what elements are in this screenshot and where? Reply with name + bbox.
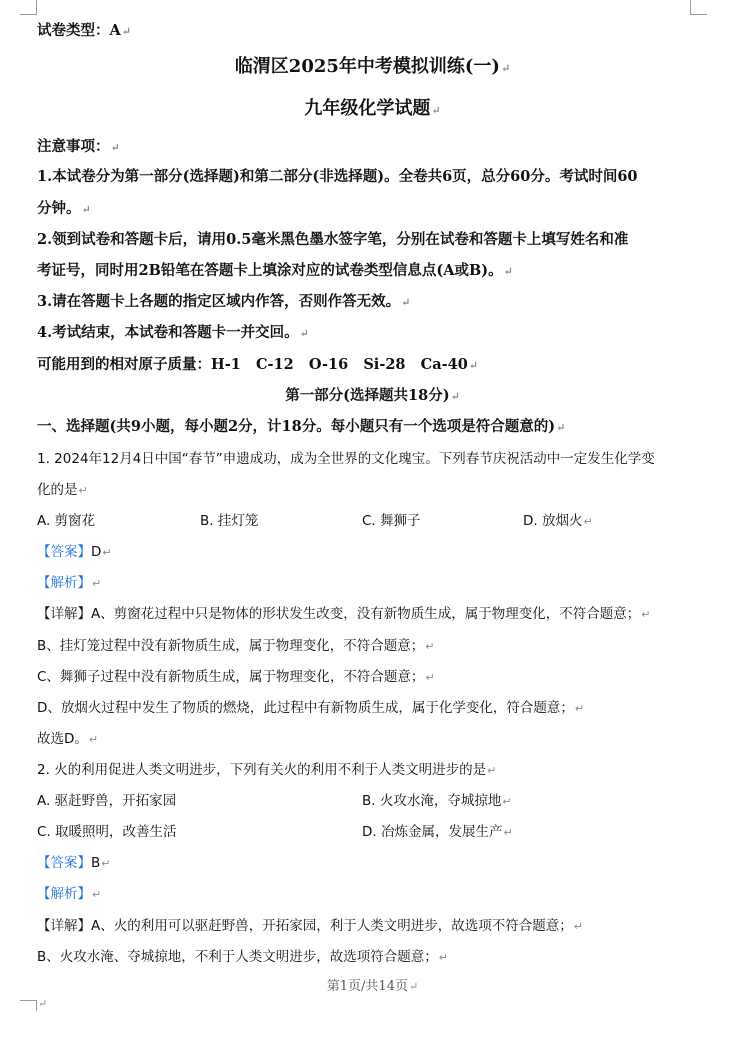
- q1-answer: 【答案】D↵: [37, 544, 112, 560]
- q1-stem-cont: 化的是↵: [37, 482, 88, 498]
- atomic-mass-line: 可能用到的相对原子质量：H-1 C-12 O-16 Si-28 Ca-40↵: [37, 356, 479, 373]
- q2-stem: 2. 火的利用促进人类文明进步，下列有关火的利用不利于人类文明进步的是↵: [37, 762, 497, 778]
- q2-option-c: C. 取暖照明，改善生活: [37, 824, 177, 840]
- note-item-3: 3.请在答题卡上各题的指定区域内作答，否则作答无效。↵: [37, 293, 411, 310]
- q2-option-d: D. 冶炼金属，发展生产↵: [362, 824, 513, 840]
- exam-subtitle: 九年级化学试题↵: [304, 98, 441, 119]
- q2-answer: 【答案】B↵: [37, 855, 111, 871]
- page-corner-mark-bottom-left: [20, 1000, 37, 1011]
- q1-detail-d: D、放烟火过程中发生了物质的燃烧，此过程中有新物质生成，属于化学变化，符合题意；↵: [37, 700, 585, 716]
- part1-heading: 第一部分(选择题共18分)↵: [285, 387, 460, 404]
- q1-detail-b: B、挂灯笼过程中没有新物质生成，属于物理变化，不符合题意；↵: [37, 638, 435, 654]
- q1-option-c: C. 舞狮子: [362, 513, 421, 529]
- q1-detail-c: C、舞狮子过程中没有新物质生成，属于物理变化，不符合题意；↵: [37, 669, 435, 685]
- q1-option-b: B. 挂灯笼: [200, 513, 259, 529]
- note-item-1: 1.本试卷分为第一部分(选择题)和第二部分(非选择题)。全卷共6页，总分60分。考试时间60: [37, 168, 638, 185]
- q2-detail-b: B、火攻水淹、夺城掠地，不利于人类文明进步，故选项符合题意；↵: [37, 949, 448, 965]
- page-corner-mark-top-left: [20, 0, 37, 15]
- note-item-4: 4.考试结束，本试卷和答题卡一并交回。↵: [37, 324, 309, 341]
- page-corner-mark-top-right: [690, 0, 707, 15]
- q2-analysis-tag: 【解析】↵: [37, 886, 102, 902]
- q1-option-a: A. 剪窗花: [37, 513, 96, 529]
- page-footer: 第1页/共14页↵: [326, 979, 419, 994]
- q1-stem: 1. 2024年12月4日中国“春节”申遗成功，成为全世界的文化瑰宝。下列春节庆祝活动中一定发生化学变: [37, 451, 655, 467]
- q1-detail-a: 【详解】A、剪窗花过程中只是物体的形状发生改变，没有新物质生成，属于物理变化，不符合题意；↵: [37, 606, 651, 622]
- q2-option-a: A. 驱赶野兽，开拓家园: [37, 793, 177, 809]
- note-item-2: 2.领到试卷和答题卡后，请用0.5毫米黑色墨水签字笔，分别在试卷和答题卡上填写姓名和准: [37, 231, 629, 248]
- notes-heading: 注意事项：↵: [37, 138, 120, 155]
- trailing-paragraph-mark: ↵: [38, 997, 48, 1010]
- exam-title: 临渭区2025年中考模拟训练(一)↵: [234, 56, 511, 77]
- q1-option-d: D. 放烟火↵: [523, 513, 593, 529]
- section-heading: 一、选择题(共9小题，每小题2分，计18分。每小题只有一个选项是符合题意的)↵: [37, 418, 566, 435]
- q2-detail-a: 【详解】A、火的利用可以驱赶野兽，开拓家园，利于人类文明进步，故选项不符合题意；↵: [37, 918, 583, 934]
- note-item-1-cont: 分钟。↵: [37, 200, 91, 217]
- q1-conclusion: 故选D。↵: [37, 731, 99, 747]
- exam-type-label: 试卷类型：A↵: [37, 22, 131, 39]
- q1-analysis-tag: 【解析】↵: [37, 575, 102, 591]
- note-item-2-cont: 考证号，同时用2B铅笔在答题卡上填涂对应的试卷类型信息点(A或B)。↵: [37, 262, 513, 279]
- q2-option-b: B. 火攻水淹，夺城掠地↵: [362, 793, 512, 809]
